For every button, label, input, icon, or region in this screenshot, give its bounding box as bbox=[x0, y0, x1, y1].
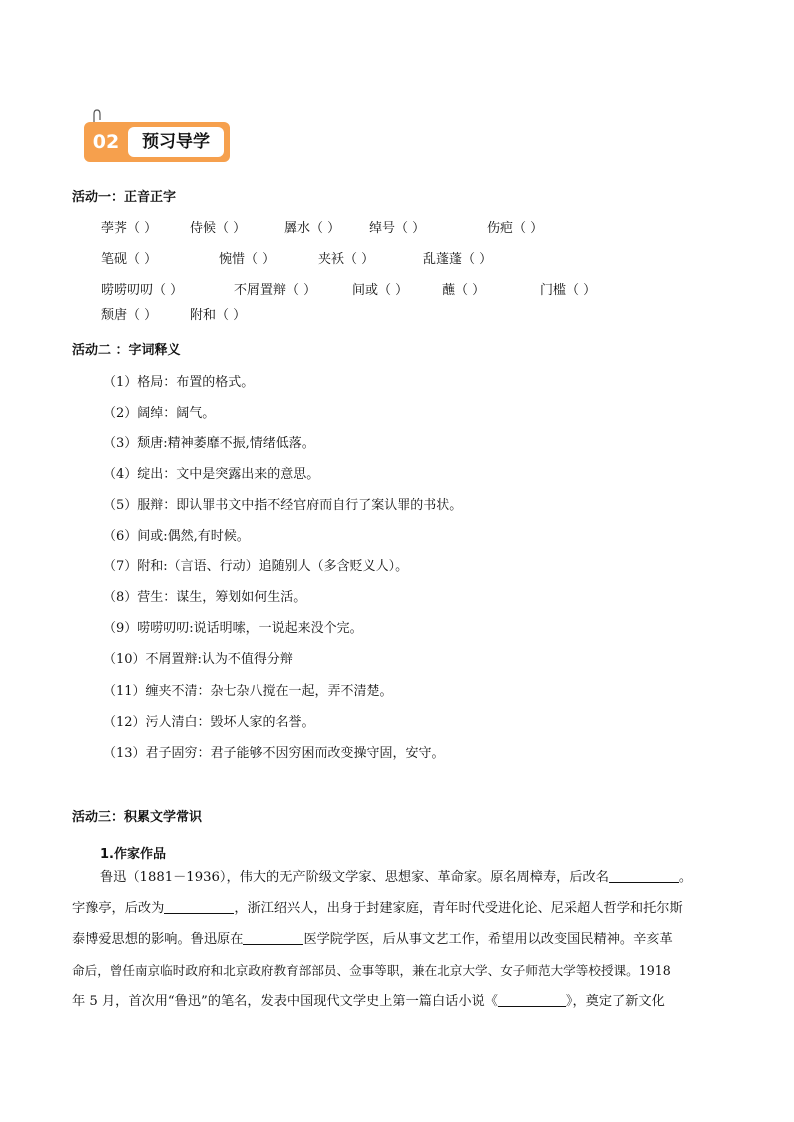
pinyin-item: 笔砚（ ） bbox=[101, 252, 158, 267]
answer-blank[interactable] bbox=[609, 868, 679, 883]
gloss-item: （11）缠夹不清：杂七杂八搅在一起，弄不清楚。 bbox=[103, 684, 393, 699]
gloss-item: （10）不屑置辩:认为不值得分辩 bbox=[103, 652, 293, 667]
pinyin-item: 乱蓬蓬（ ） bbox=[423, 252, 493, 267]
gloss-item: （6）间或:偶然,有时候。 bbox=[103, 529, 250, 544]
pinyin-item: 门槛（ ） bbox=[540, 283, 597, 298]
pinyin-item: 唠唠叨叨（ ） bbox=[101, 283, 184, 298]
paragraph-line: 年 5 月，首次用“鲁迅”的笔名，发表中国现代文学史上第一篇白话小说《 》，奠定了新文化 bbox=[72, 994, 665, 1009]
paragraph-line: 命后，曾任南京临时政府和北京政府教育部部员、佥事等职，兼在北京大学、女子师范大学等校授课。1918 bbox=[72, 963, 671, 978]
activity1-heading: 活动一：正音正字 bbox=[72, 190, 177, 205]
section-number: 02 bbox=[92, 131, 120, 153]
gloss-item: （12）污人清白：毁坏人家的名誉。 bbox=[103, 715, 315, 730]
gloss-item: （2）阔绰：阔气。 bbox=[103, 406, 216, 421]
activity3-heading: 活动三：积累文学常识 bbox=[72, 810, 203, 825]
gloss-item: （9）唠唠叨叨:说话明嗦，一说起来没个完。 bbox=[103, 621, 363, 636]
activity2-heading: 活动二 ：字词释义 bbox=[72, 343, 181, 358]
answer-blank[interactable] bbox=[498, 992, 566, 1007]
pinyin-item: 侍候（ ） bbox=[190, 221, 247, 236]
pinyin-item: 不屑置辩（ ） bbox=[234, 283, 317, 298]
pinyin-item: 颓唐（ ） bbox=[101, 308, 158, 323]
pinyin-item: 绰号（ ） bbox=[369, 221, 426, 236]
pinyin-item: 间或（ ） bbox=[352, 283, 409, 298]
gloss-item: （8）营生：谋生，筹划如何生活。 bbox=[103, 590, 307, 605]
paragraph-line: 泰博爱思想的影响。鲁迅原在 医学院学医，后从事文艺工作，希望用以改变国民精神。辛亥革 bbox=[72, 932, 673, 947]
answer-blank[interactable] bbox=[164, 899, 234, 914]
section-title: 预习导学 bbox=[128, 127, 224, 157]
gloss-item: （3）颓唐:精神萎靡不振,情绪低落。 bbox=[103, 436, 315, 451]
pinyin-item: 荸荠（ ） bbox=[101, 221, 158, 236]
pinyin-item: 伤疤（ ） bbox=[487, 221, 544, 236]
answer-blank[interactable] bbox=[243, 930, 303, 945]
pinyin-item: 惋惜（ ） bbox=[219, 252, 276, 267]
gloss-item: （7）附和:（言语、行动）追随别人（多含贬义人）。 bbox=[103, 559, 409, 574]
pinyin-item: 夹袄（ ） bbox=[318, 252, 375, 267]
paragraph-line: 字豫亭，后改为 ，浙江绍兴人，出身于封建家庭，青年时代受进化论、尼采超人哲学和托尔斯 bbox=[72, 901, 683, 916]
section-badge bbox=[84, 122, 232, 162]
gloss-item: （5）服辩：即认罪书文中指不经官府而自行了案认罪的书状。 bbox=[103, 498, 463, 513]
pinyin-item: 附和（ ） bbox=[190, 308, 247, 323]
gloss-item: （1）格局：布置的格式。 bbox=[103, 375, 255, 390]
gloss-item: （13）君子固穷：君子能够不因穷困而改变操守固，安守。 bbox=[103, 746, 445, 761]
author-works-subheading: 1.作家作品 bbox=[100, 847, 166, 862]
gloss-item: （4）绽出：文中是突露出来的意思。 bbox=[103, 467, 320, 482]
paragraph-line: 鲁迅（1881－1936），伟大的无产阶级文学家、思想家、革命家。原名周樟寿，后改名 。 bbox=[100, 870, 693, 885]
pinyin-item: 蘸（ ） bbox=[442, 283, 486, 298]
pinyin-item: 羼水（ ） bbox=[284, 221, 341, 236]
